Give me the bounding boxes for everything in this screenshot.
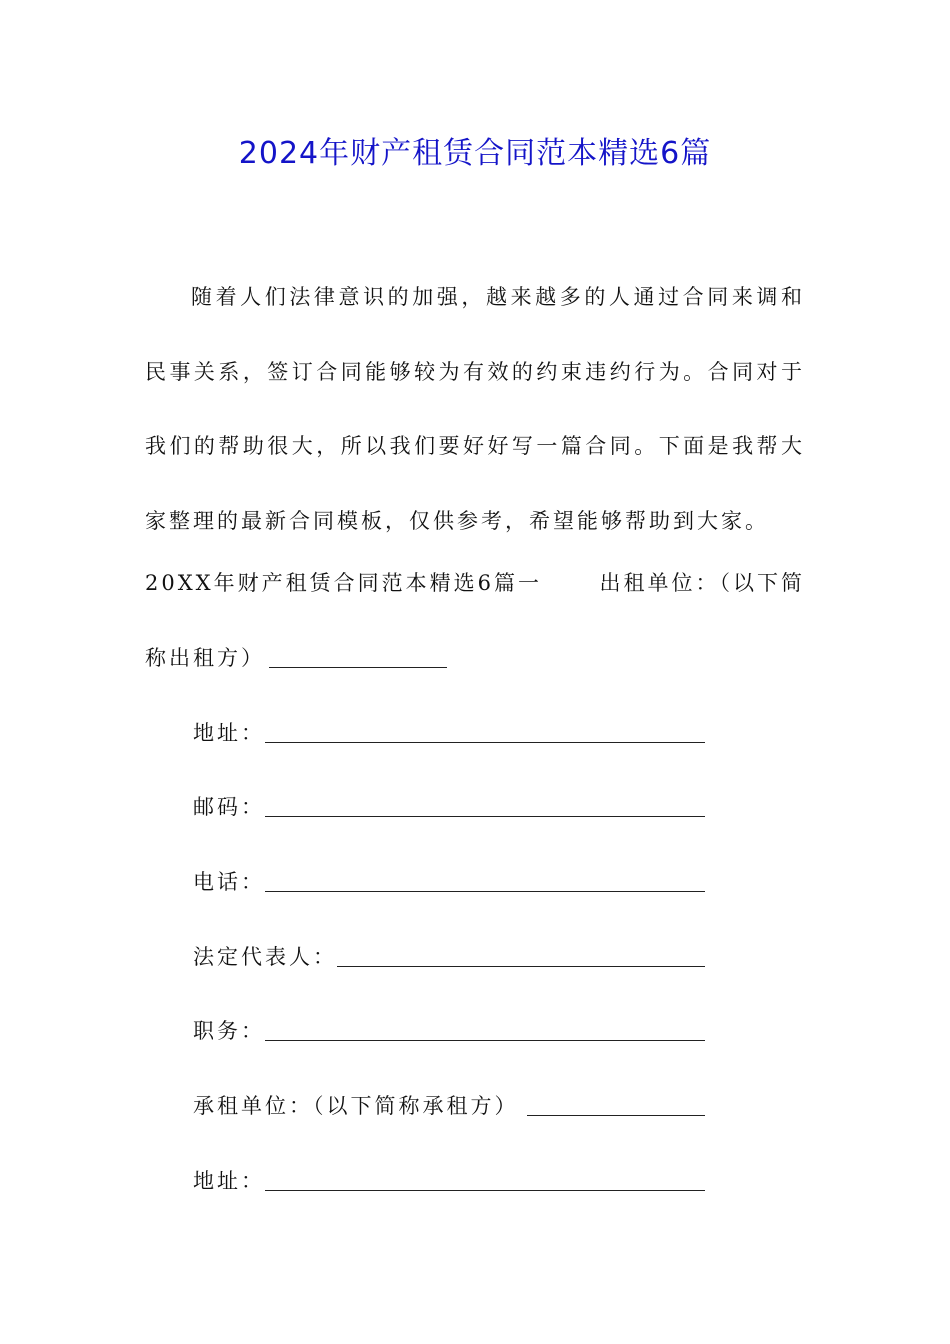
lessor-unit-line bbox=[145, 638, 447, 678]
lessor-address-field bbox=[193, 713, 705, 753]
lessor-legal-rep-label: 法定代表人： bbox=[193, 945, 337, 969]
document-title: 2024年财产租赁合同范本精选6篇 bbox=[238, 136, 712, 171]
lessor-postcode-label: 邮码： bbox=[193, 795, 265, 819]
lessor-position-label: 职务： bbox=[193, 1019, 265, 1043]
lessee-address-label: 地址： bbox=[193, 1169, 265, 1193]
section-heading: 20XX年财产租赁合同范本精选6篇一 bbox=[145, 571, 542, 595]
lessor-legal-rep-blank[interactable] bbox=[337, 944, 705, 967]
lessor-position-blank[interactable] bbox=[265, 1018, 705, 1041]
lessor-legal-rep-field bbox=[193, 937, 705, 977]
lessee-unit-field bbox=[193, 1086, 705, 1126]
lessor-unit-label: 出租单位：（以下简 bbox=[599, 571, 805, 595]
lessor-phone-label: 电话： bbox=[193, 870, 265, 894]
lessor-position-field bbox=[193, 1011, 705, 1051]
lessee-unit-blank[interactable] bbox=[527, 1093, 705, 1116]
lessor-unit-blank[interactable] bbox=[269, 645, 447, 668]
section-heading-line bbox=[145, 563, 805, 603]
lessor-address-blank[interactable] bbox=[265, 720, 705, 743]
lessee-address-blank[interactable] bbox=[265, 1168, 705, 1191]
lessee-unit-label: 承租单位：（以下简称承租方） bbox=[193, 1094, 519, 1118]
lessor-unit-label-end: 称出租方） bbox=[145, 646, 265, 670]
lessor-address-label: 地址： bbox=[193, 721, 265, 745]
lessor-postcode-field bbox=[193, 787, 705, 827]
lessor-postcode-blank[interactable] bbox=[265, 794, 705, 817]
lessor-phone-blank[interactable] bbox=[265, 869, 705, 892]
lessee-address-field bbox=[193, 1161, 705, 1201]
intro-paragraph: 随着人们法律意识的加强，越来越多的人通过合同来调和民事关系，签订合同能够较为有效的约束违约行为。合同对于我们的帮助很大，所以我们要好好写一篇合同。下面是我帮大家整理的最新合同模板，仅供参考，希望能够帮助到大家。 bbox=[145, 285, 805, 533]
lessor-phone-field bbox=[193, 862, 705, 902]
